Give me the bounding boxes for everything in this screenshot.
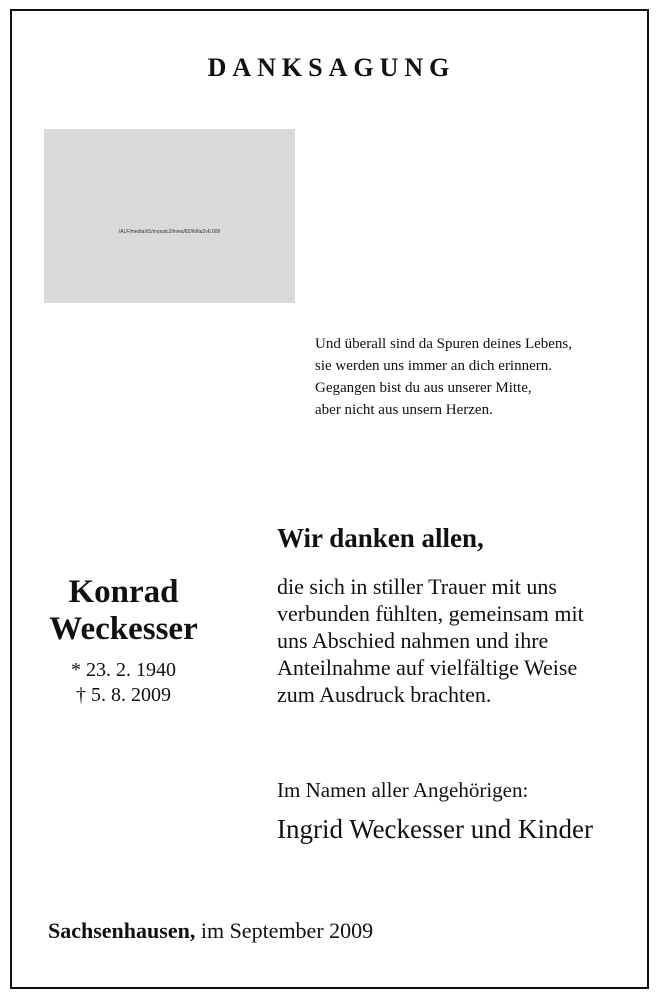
deceased-last-name: Weckesser bbox=[49, 611, 198, 647]
poem-line: Gegangen bist du aus unserer Mitte, bbox=[315, 380, 532, 396]
thanks-line: zum Ausdruck brachten. bbox=[277, 682, 492, 707]
poem bbox=[315, 333, 572, 421]
deceased-first-name: Konrad bbox=[68, 574, 179, 610]
thanks-line: uns Abschied nahmen und ihre bbox=[277, 628, 549, 653]
signature-names: Ingrid Weckesser und Kinder bbox=[277, 814, 593, 844]
birth-date: * 23. 2. 1940 bbox=[71, 659, 176, 681]
life-dates bbox=[36, 658, 211, 708]
place-name: Sachsenhausen, bbox=[48, 918, 196, 943]
thanks-line: Anteilnahme auf vielfältige Weise bbox=[277, 655, 578, 680]
photo-path-text: /ALF/media/d1/mosaic2/hires/82/ih/fia2v6.009 bbox=[118, 229, 221, 235]
thanks-body bbox=[277, 573, 584, 708]
notice-date: im September 2009 bbox=[195, 918, 374, 943]
signature-intro: Im Namen aller Angehörigen: bbox=[277, 778, 529, 802]
death-date: † 5. 8. 2009 bbox=[76, 684, 171, 706]
thanks-line: verbunden fühlten, gemeinsam mit bbox=[277, 601, 584, 626]
thanks-heading: Wir danken allen, bbox=[277, 523, 484, 553]
notice-title: DANKSAGUNG bbox=[207, 53, 456, 82]
place-date-line bbox=[48, 918, 373, 944]
photo-placeholder bbox=[44, 129, 295, 303]
poem-line: aber nicht aus unsern Herzen. bbox=[315, 402, 493, 418]
poem-line: Und überall sind da Spuren deines Lebens, bbox=[315, 336, 573, 352]
poem-line: sie werden uns immer an dich erinnern. bbox=[315, 358, 553, 374]
deceased-block bbox=[36, 574, 211, 708]
thanks-line: die sich in stiller Trauer mit uns bbox=[277, 574, 557, 599]
